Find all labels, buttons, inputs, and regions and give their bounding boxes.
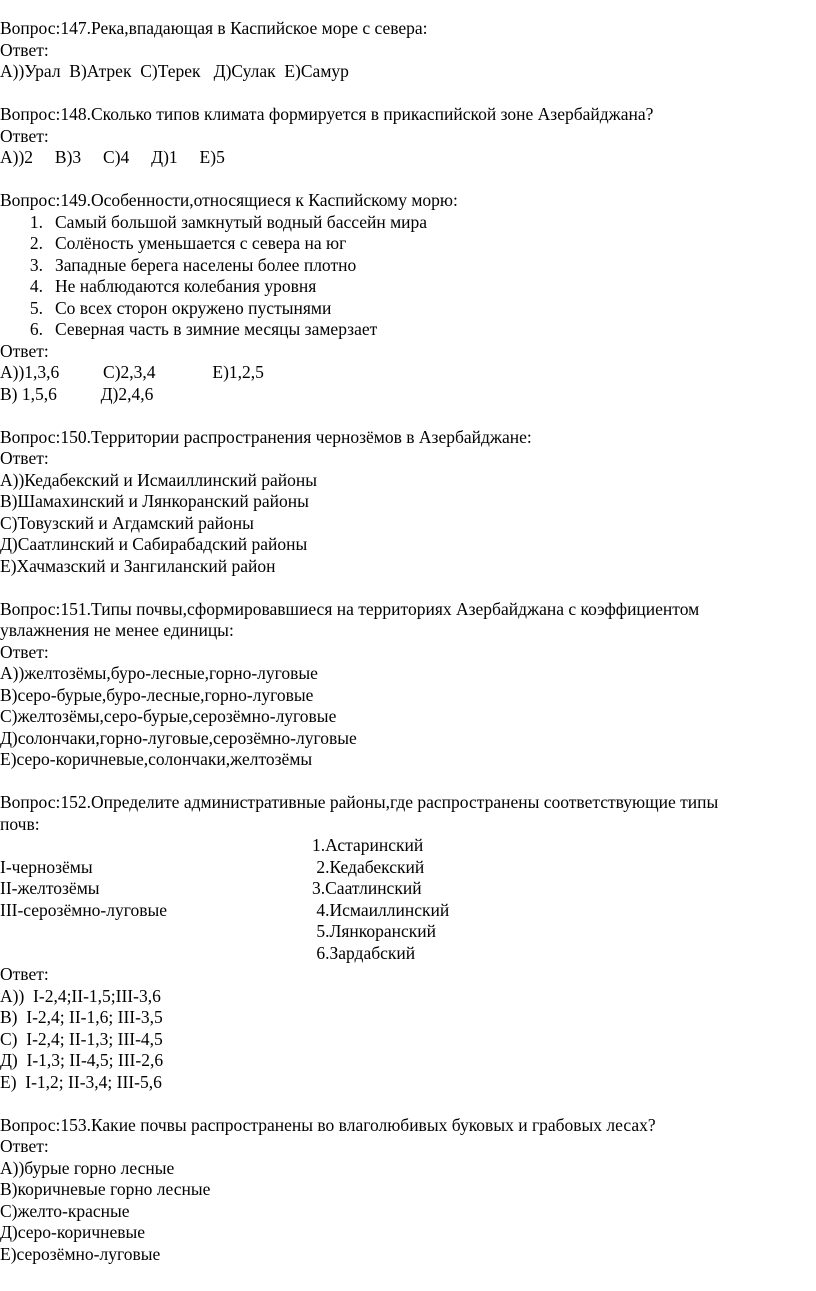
- answer-option: Е)серозёмно-луговые: [0, 1243, 161, 1264]
- question-149: [0, 190, 810, 405]
- soil-type: I-чернозёмы: [0, 856, 93, 877]
- answer-option: С) I-2,4; II-1,3; III-4,5: [0, 1028, 163, 1049]
- list-item-number: 3.: [29, 254, 43, 275]
- answer-label: Ответ:: [0, 125, 49, 146]
- list-item-number: 2.: [29, 233, 43, 253]
- spacer: [0, 169, 810, 191]
- list-item: [0, 212, 810, 234]
- spacer: [0, 405, 810, 427]
- answer-option: С)желтозёмы,серо-бурые,серозёмно-луговые: [0, 706, 337, 726]
- question-title: Вопрос:152.Определите административные районы,где распространены соответствующие типы: [0, 792, 719, 812]
- answer-options: А))1,3,6 С)2,3,4 Е)1,2,5: [0, 362, 264, 382]
- answer-option: Д) I-1,3; II-4,5; III-2,6: [0, 1050, 164, 1070]
- soil-type: [0, 835, 312, 857]
- answer-option: Д)солончаки,горно-луговые,серозёмно-луговые: [0, 727, 357, 748]
- list-item-number: 1.: [29, 211, 43, 232]
- spacer: [0, 83, 810, 105]
- list-item-text: Западные берега населены более плотно: [55, 254, 357, 275]
- answer-option: В)коричневые горно лесные: [0, 1179, 211, 1199]
- district: 6.Зардабский: [312, 942, 416, 963]
- district: 2.Кедабекский: [312, 856, 425, 877]
- question-153: [0, 1115, 810, 1266]
- question-152: [0, 792, 810, 1093]
- list-item: [0, 233, 810, 255]
- spacer: [0, 771, 810, 793]
- question-title: Вопрос:147.Река,впадающая в Каспийское море с севера:: [0, 18, 428, 38]
- list-item-number: 5.: [29, 297, 43, 318]
- answer-option: Е)серо-коричневые,солончаки,желтозёмы: [0, 749, 313, 769]
- answer-option: Е) I-1,2; II-3,4; III-5,6: [0, 1071, 162, 1092]
- answer-option: В) I-2,4; II-1,6; III-3,5: [0, 1007, 163, 1027]
- answer-option: А))Кедабекский и Исмаиллинский районы: [0, 469, 317, 490]
- list-item: [0, 319, 810, 341]
- question-title: Вопрос:149.Особенности,относящиеся к Каспийскому морю:: [0, 190, 458, 210]
- answer-label: Ответ:: [0, 448, 49, 468]
- list-item-text: Самый большой замкнутый водный бассейн мира: [55, 211, 428, 232]
- list-item: [0, 276, 810, 298]
- answer-options: А))2 В)3 С)4 Д)1 Е)5: [0, 147, 225, 167]
- answer-label: Ответ:: [0, 1136, 49, 1156]
- answer-option: А))бурые горно лесные: [0, 1157, 175, 1178]
- list-item-text: Со всех сторон окружено пустынями: [55, 297, 332, 318]
- list-item: [0, 255, 810, 277]
- answer-option: В)серо-бурые,буро-лесные,горно-луговые: [0, 684, 314, 705]
- question-title-continued: почв:: [0, 813, 40, 834]
- district: 4.Исмаиллинский: [312, 899, 450, 920]
- matching-row: [0, 878, 810, 900]
- matching-row: [0, 921, 810, 943]
- list-item-number: 4.: [29, 276, 43, 296]
- soil-type: [0, 943, 312, 965]
- answer-option: А))желтозёмы,буро-лесные,горно-луговые: [0, 663, 318, 683]
- matching-table: [0, 835, 810, 964]
- soil-type: III-серозёмно-луговые: [0, 899, 168, 920]
- soil-type: [0, 921, 312, 943]
- answer-option: В)Шамахинский и Лянкоранский районы: [0, 491, 309, 511]
- numbered-list: [0, 212, 810, 341]
- list-item-text: Солёность уменьшается с севера на юг: [55, 233, 347, 253]
- matching-row: [0, 857, 810, 879]
- matching-row: [0, 943, 810, 965]
- matching-row: [0, 835, 810, 857]
- answer-option: Д)серо-коричневые: [0, 1222, 146, 1242]
- answer-label: Ответ:: [0, 641, 49, 662]
- district: 5.Лянкоранский: [312, 921, 437, 941]
- answer-option: С)желто-красные: [0, 1200, 130, 1221]
- question-150: [0, 427, 810, 578]
- question-sheet: [0, 18, 810, 1265]
- question-147: [0, 18, 810, 83]
- answer-label: Ответ:: [0, 39, 49, 60]
- list-item: [0, 298, 810, 320]
- question-title: Вопрос:150.Территории распространения чернозёмов в Азербайджане:: [0, 426, 532, 447]
- question-148: [0, 104, 810, 169]
- answer-options: В) 1,5,6 Д)2,4,6: [0, 383, 154, 404]
- district: 3.Саатлинский: [312, 878, 422, 898]
- question-title: Вопрос:151.Типы почвы,сформировавшиеся на территориях Азербайджана с коэффициентом: [0, 598, 700, 619]
- spacer: [0, 577, 810, 599]
- answer-option: А)) I-2,4;II-1,5;III-3,6: [0, 985, 161, 1006]
- list-item-number: 6.: [29, 319, 43, 339]
- list-item-text: Северная часть в зимние месяцы замерзает: [55, 319, 378, 339]
- answer-options: А))Урал В)Атрек С)Терек Д)Сулак Е)Самур: [0, 61, 349, 81]
- soil-type: II-желтозёмы: [0, 878, 100, 898]
- list-item-text: Не наблюдаются колебания уровня: [55, 276, 317, 296]
- matching-row: [0, 900, 810, 922]
- question-title-continued: увлажнения не менее единицы:: [0, 620, 234, 640]
- answer-option: Д)Саатлинский и Сабирабадский районы: [0, 534, 308, 554]
- question-title: Вопрос:148.Сколько типов климата формируется в прикаспийской зоне Азербайджана?: [0, 104, 654, 124]
- question-title: Вопрос:153.Какие почвы распространены во влаголюбивых буковых и грабовых лесах?: [0, 1114, 656, 1135]
- answer-label: Ответ:: [0, 340, 49, 361]
- answer-option: С)Товузский и Агдамский районы: [0, 512, 254, 533]
- spacer: [0, 1093, 810, 1115]
- question-151: [0, 599, 810, 771]
- district: 1.Астаринский: [312, 835, 424, 855]
- answer-label: Ответ:: [0, 964, 49, 984]
- answer-option: Е)Хачмазский и Зангиланский район: [0, 555, 276, 576]
